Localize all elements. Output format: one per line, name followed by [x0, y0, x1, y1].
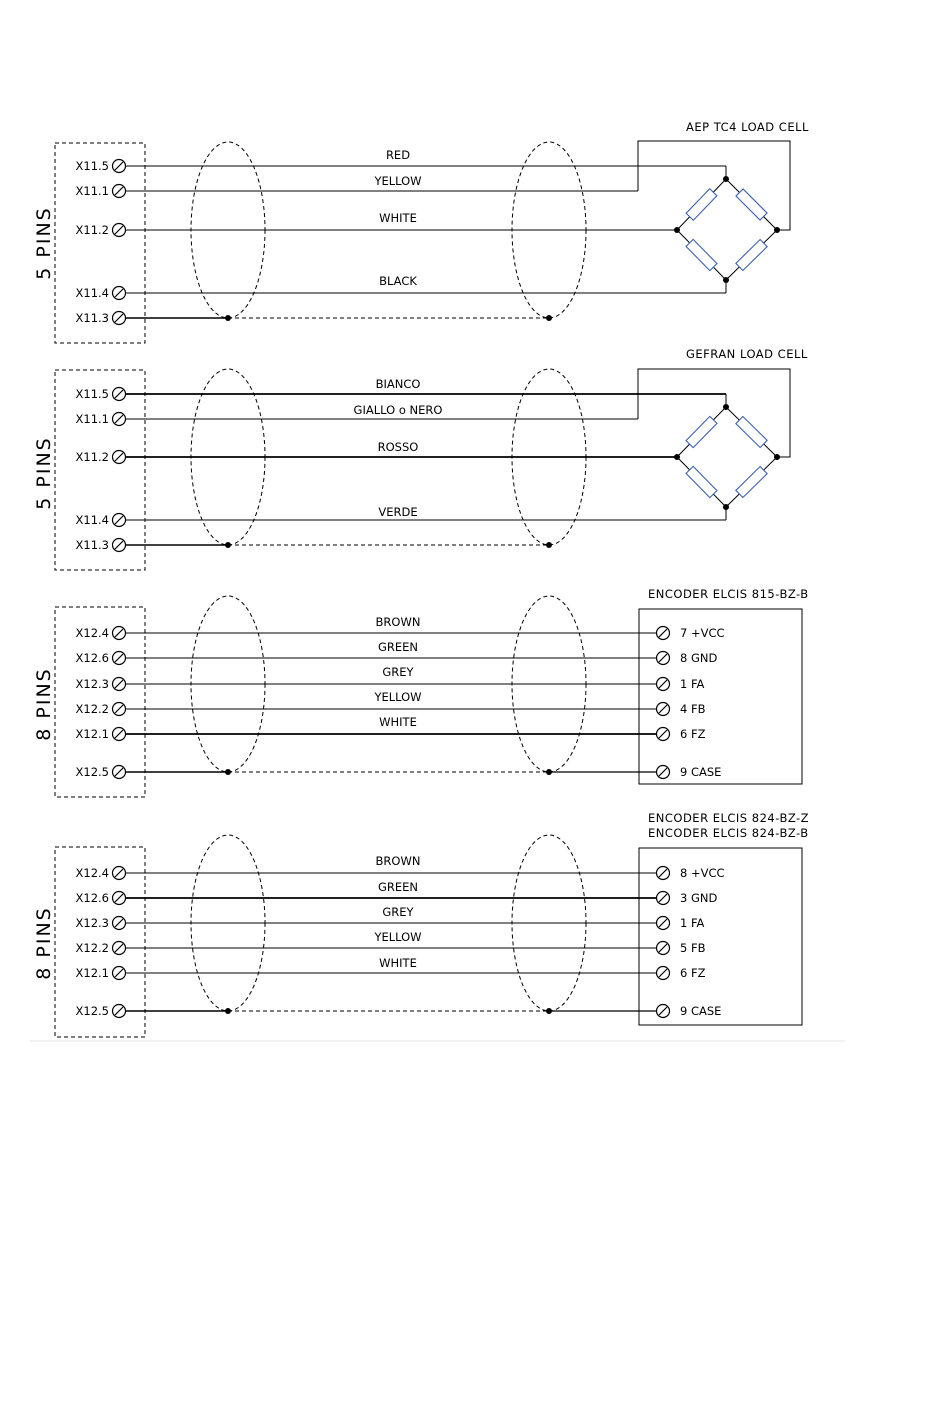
resistor-3 [736, 467, 767, 498]
resistor-1-body [736, 417, 767, 448]
terminal-label: X11.3 [75, 538, 109, 552]
resistor-0 [686, 189, 717, 220]
terminal-label: X12.3 [75, 916, 109, 930]
encoder-pin-label: 9 CASE [680, 765, 722, 779]
resistor-3 [736, 240, 767, 271]
encoder-pin-label: 4 FB [680, 702, 706, 716]
wire-label: GREEN [377, 880, 419, 894]
encoder-pin-label: 8 +VCC [680, 866, 725, 880]
wire-label: YELLOW [374, 930, 422, 944]
wire-label: BLACK [379, 274, 417, 288]
terminal-label: X12.6 [75, 891, 109, 905]
bridge-node-3 [723, 504, 729, 510]
wire-label: WHITE [379, 956, 417, 970]
wire-label: ROSSO [377, 440, 419, 454]
resistor-3-body [736, 240, 767, 271]
resistor-2-body [686, 239, 717, 270]
shield-drain-dot-1 [546, 315, 552, 321]
wire-label: YELLOW [374, 174, 422, 188]
terminal-label: X11.2 [75, 223, 109, 237]
wire-label: BIANCO [375, 377, 421, 391]
terminal-label: X12.4 [75, 866, 109, 880]
shield-drain-dot-0 [225, 769, 231, 775]
resistor-2-body [686, 466, 717, 497]
wire-label: GREEN [377, 640, 419, 654]
encoder-pin-label: 9 CASE [680, 1004, 722, 1018]
pins-label: 5 PINS [33, 206, 55, 280]
encoder-pin-label: 8 GND [680, 651, 718, 665]
pins-label: 5 PINS [33, 436, 55, 510]
wire-label: GREY [382, 905, 414, 919]
resistor-2 [686, 466, 717, 497]
wire-label: VERDE [378, 505, 418, 519]
encoder-pin-label: 5 FB [680, 941, 706, 955]
terminal-label: X12.5 [75, 1004, 109, 1018]
encoder-pin-label: 7 +VCC [680, 626, 725, 640]
section-2 [33, 347, 808, 570]
terminal-label: X12.6 [75, 651, 109, 665]
encoder-pin-label: 3 GND [680, 891, 718, 905]
resistor-3-body [736, 467, 767, 498]
shield-drain-dot-0 [225, 542, 231, 548]
encoder-pin-label: 6 FZ [680, 966, 706, 980]
terminal-label: X11.1 [75, 412, 109, 426]
terminal-label: X12.1 [75, 727, 109, 741]
pins-label: 8 PINS [33, 906, 55, 980]
terminal-label: X11.1 [75, 184, 109, 198]
resistor-1 [736, 189, 767, 220]
bridge-node-0 [674, 454, 680, 460]
bridge-node-0 [674, 227, 680, 233]
bridge-exc-lead [638, 369, 790, 457]
encoder-pin-label: 6 FZ [680, 727, 706, 741]
resistor-1 [736, 417, 767, 448]
pins-label: 8 PINS [33, 667, 55, 741]
shield-drain-dot-0 [225, 315, 231, 321]
section-3 [33, 587, 809, 797]
device-title: ENCODER ELCIS 824-BZ-B [648, 826, 809, 840]
terminal-label: X12.2 [75, 941, 109, 955]
resistor-0 [686, 416, 717, 447]
terminal-label: X11.5 [75, 387, 109, 401]
encoder-pin-label: 1 FA [680, 677, 705, 691]
terminal-label: X11.3 [75, 311, 109, 325]
terminal-label: X11.2 [75, 450, 109, 464]
wire-label: BROWN [375, 854, 421, 868]
bridge-node-3 [723, 277, 729, 283]
terminal-label: X12.4 [75, 626, 109, 640]
wire-label: WHITE [379, 715, 417, 729]
terminal-label: X11.5 [75, 159, 109, 173]
wire-label: BROWN [375, 615, 421, 629]
terminal-label: X12.1 [75, 966, 109, 980]
device-title: AEP TC4 LOAD CELL [686, 120, 809, 134]
shield-drain-dot-1 [546, 542, 552, 548]
wire-label: WHITE [379, 211, 417, 225]
resistor-0-body [686, 189, 717, 220]
device-title: ENCODER ELCIS 815-BZ-B [648, 587, 809, 601]
wire-label: RED [385, 148, 411, 162]
shield-drain-dot-0 [225, 1008, 231, 1014]
bridge-exc-lead [638, 141, 790, 230]
resistor-1-body [736, 189, 767, 220]
terminal-label: X12.5 [75, 765, 109, 779]
wire-label: GIALLO o NERO [353, 403, 443, 417]
terminal-label: X11.4 [75, 513, 109, 527]
terminal-label: X12.3 [75, 677, 109, 691]
resistor-0-body [686, 416, 717, 447]
terminal-label: X11.4 [75, 286, 109, 300]
encoder-pin-label: 1 FA [680, 916, 705, 930]
wire-label: YELLOW [374, 690, 422, 704]
section-4 [33, 811, 809, 1037]
terminal-label: X12.2 [75, 702, 109, 716]
device-title: ENCODER ELCIS 824-BZ-Z [648, 811, 810, 825]
resistor-2 [686, 239, 717, 270]
section-1 [33, 120, 809, 343]
device-title: GEFRAN LOAD CELL [686, 347, 808, 361]
wire-label: GREY [382, 665, 414, 679]
